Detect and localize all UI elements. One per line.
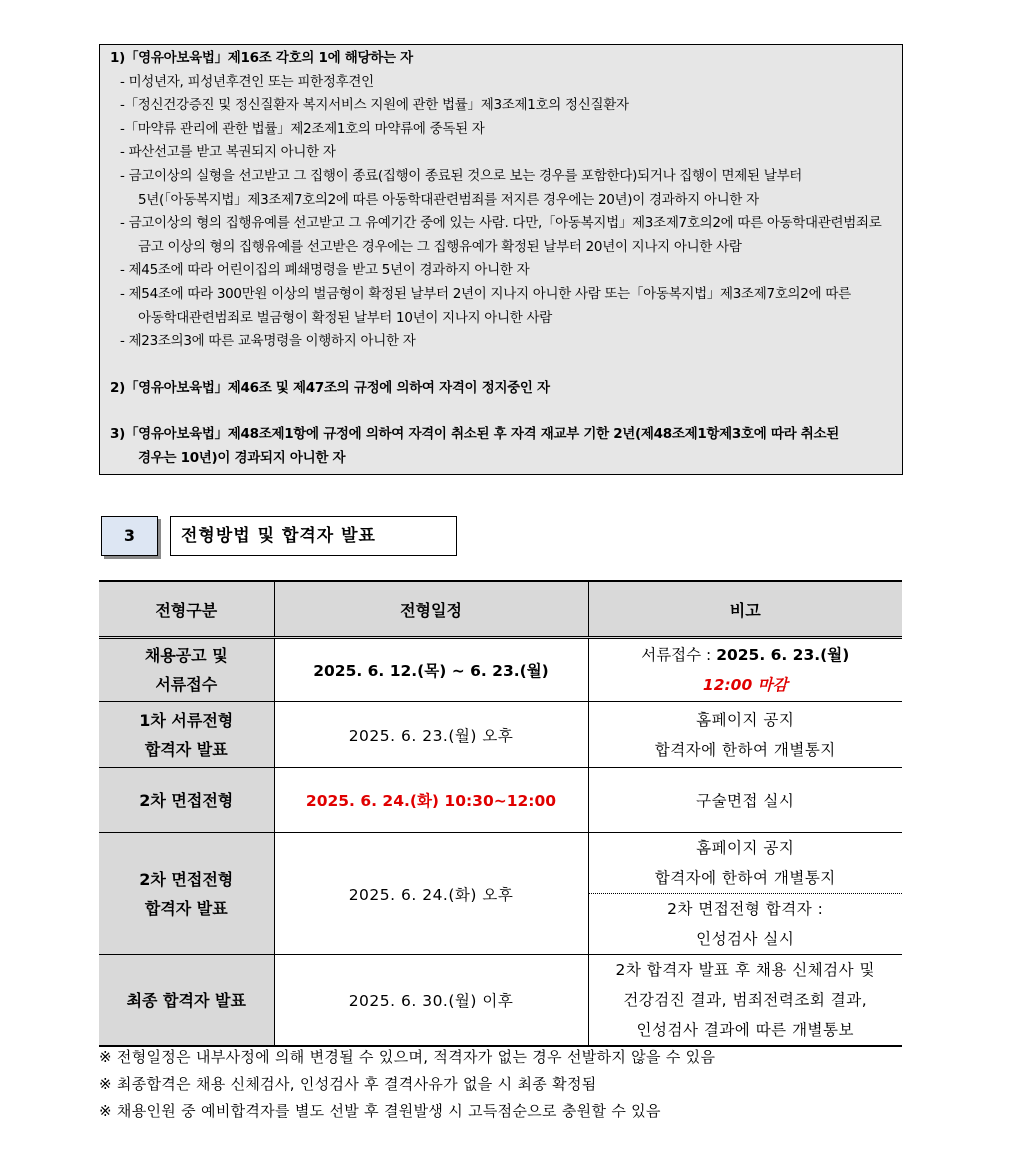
spacer (110, 400, 892, 423)
stage-label: 합격자 발표 (144, 739, 228, 759)
footnote: ※ 전형일정은 내부사정에 의해 변경될 수 있으며, 적격자가 없는 경우 선발하지 않을 수 있음 (99, 1048, 716, 1066)
item1-line: - 미성년자, 피성년후견인 또는 피한정후견인 (120, 73, 374, 90)
note-line (589, 640, 903, 670)
item1-line: -「정신건강증진 및 정신질환자 복지서비스 지원에 관한 법률」제3조제1호의 정신질환자 (120, 97, 629, 114)
note-cell (588, 955, 902, 1047)
table-row (99, 768, 902, 833)
note-cell (588, 702, 902, 768)
item1-title: 1)「영유아보육법」제16조 각호의 1에 해당하는 자 (110, 50, 413, 66)
stage-cell: 최종 합격자 발표 (99, 955, 274, 1047)
footnote: ※ 최종합격은 채용 신체검사, 인성검사 후 결격사유가 없을 시 최종 확정됨 (99, 1075, 597, 1093)
note-line: 홈페이지 공지 (696, 839, 795, 857)
stage-label: 채용공고 및 (144, 646, 228, 665)
item1-line: 5년(「아동복지법」제3조제7호의2에 따른 아동학대관련범죄를 저지른 경우에는 20년)이 경과하지 아니한 자 (138, 191, 759, 208)
stage-cell (99, 638, 274, 702)
item1-line: - 제23조의3에 따른 교육명령을 이행하지 아니한 자 (120, 333, 416, 350)
note-line: 인성검사 결과에 따른 개별통보 (636, 1021, 854, 1039)
stage-label: 합격자 발표 (144, 898, 228, 918)
note-line: 합격자에 한하여 개별통지 (654, 740, 836, 759)
table-row (99, 702, 902, 768)
item1-line: - 제45조에 따라 어린이집의 폐쇄명령을 받고 5년이 경과하지 아니한 자 (120, 262, 530, 279)
note-line: 건강검진 결과, 범죄전력조회 결과, (623, 991, 868, 1009)
stage-cell (99, 833, 274, 955)
note-deadline-date: 2025. 6. 23.(월) (716, 646, 850, 664)
schedule-table (99, 580, 902, 1047)
item1-line: -「마약류 관리에 관한 법률」제2조제1호의 마약류에 중독된 자 (120, 120, 485, 137)
note-line: 홈페이지 공지 (696, 710, 795, 729)
table-row (99, 833, 902, 894)
item1-line: - 파산선고를 받고 복권되지 아니한 자 (120, 144, 336, 161)
note-line: 2차 면접전형 합격자 : (667, 900, 824, 918)
footnote: ※ 채용인원 중 예비합격자를 별도 선발 후 결원발생 시 고득점순으로 충원할 수 있음 (99, 1102, 661, 1120)
item1-line: - 금고이상의 실형을 선고받고 그 집행이 종료(집행이 종료된 것으로 보는 경우를 포함한다)되거나 집행이 면제된 날부터 (120, 167, 802, 184)
note-cell (588, 894, 902, 955)
note-cell (588, 833, 902, 894)
stage-label: 1차 서류전형 (139, 710, 234, 730)
item1-line: - 금고이상의 형의 집행유예를 선고받고 그 유예기간 중에 있는 사람. 다만,「아동복지법」제3조제7호의2에 따른 아동학대관련범죄로 (120, 215, 882, 232)
date-cell: 2025. 6. 24.(화) 10:30~12:00 (274, 768, 588, 833)
header-note: 비고 (588, 581, 902, 638)
item3-title: 3)「영유아보육법」제48조제1항에 규정에 의하여 자격이 취소된 후 자격 재교부 기한 2년(제48조제1항제3호에 따라 취소된 (110, 426, 839, 443)
date-cell: 2025. 6. 12.(목) ~ 6. 23.(월) (274, 638, 588, 702)
date-cell: 2025. 6. 23.(월) 오후 (274, 702, 588, 768)
header-date: 전형일정 (274, 581, 588, 638)
stage-cell: 2차 면접전형 (99, 768, 274, 833)
note-prefix: 서류접수 : (641, 646, 717, 664)
stage-label: 서류접수 (155, 675, 218, 694)
table-header-row (99, 581, 902, 638)
item2-title: 2)「영유아보육법」제46조 및 제47조의 규정에 의하여 자격이 정지중인 자 (110, 379, 550, 396)
note-cell (588, 638, 902, 702)
stage-cell (99, 702, 274, 768)
item1-line: 금고 이상의 형의 집행유예를 선고받은 경우에는 그 집행유예가 확정된 날부터 20년이 지나지 아니한 사람 (138, 238, 742, 255)
item1-line: - 제54조에 따라 300만원 이상의 벌금형이 확정된 날부터 2년이 지나지 아니한 사람 또는「아동복지법」제3조제7호의2에 따른 (120, 285, 851, 302)
section-title: 전형방법 및 합격자 발표 (170, 516, 457, 556)
table-row (99, 638, 902, 702)
note-line: 인성검사 실시 (696, 930, 795, 948)
disqualification-box (99, 44, 903, 475)
header-stage: 전형구분 (99, 581, 274, 638)
table-row (99, 955, 902, 1047)
date-cell: 2025. 6. 30.(월) 이후 (274, 955, 588, 1047)
deadline-text: 12:00 마감 (702, 676, 788, 694)
note-line: 합격자에 한하여 개별통지 (654, 869, 836, 887)
stage-label: 2차 면접전형 (139, 869, 234, 889)
spacer (110, 354, 892, 377)
note-cell: 구술면접 실시 (588, 768, 902, 833)
item1-line: 아동학대관련범죄로 벌금형이 확정된 날부터 10년이 지나지 아니한 사람 (138, 309, 553, 326)
date-cell: 2025. 6. 24.(화) 오후 (274, 833, 588, 955)
footnotes (99, 1044, 715, 1125)
note-line: 2차 합격자 발표 후 채용 신체검사 및 (615, 961, 876, 979)
item3-title-cont: 경우는 10년)이 경과되지 아니한 자 (138, 449, 346, 466)
section-number: 3 (101, 516, 158, 556)
